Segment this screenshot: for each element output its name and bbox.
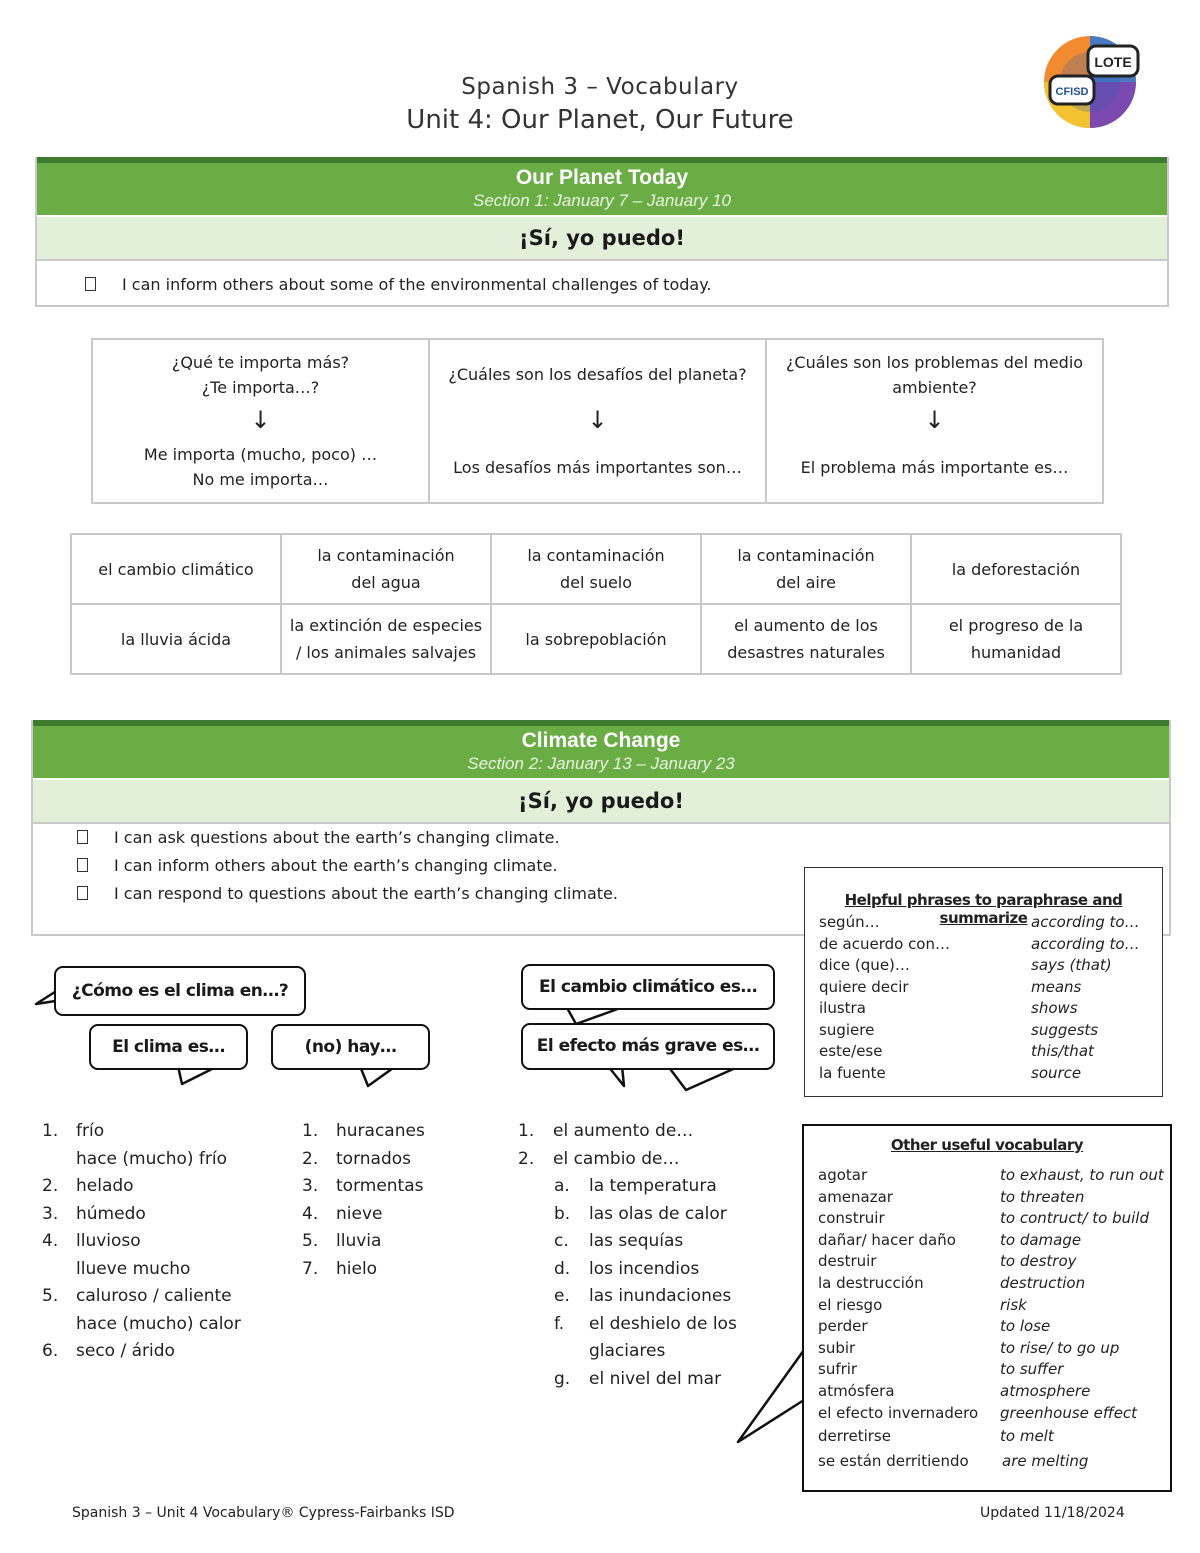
question-cell: ¿Qué te importa más? ¿Te importa…? ↓ Me importa (mucho, poco) … No me importa…: [92, 339, 429, 503]
logo-text: LOTE: [1094, 54, 1132, 70]
list-item: hace (mucho) calor: [76, 1313, 241, 1334]
list-item: 2. helado: [42, 1176, 134, 1196]
vocab-cell: la extinción de especies / los animales salvajes: [281, 604, 491, 674]
vocab-cell: la contaminación del agua: [281, 534, 491, 604]
list-item: g. el nivel del mar: [554, 1368, 722, 1389]
list-item: 1. el aumento de…: [518, 1121, 694, 1141]
list-item: 6. seco / árido: [42, 1341, 175, 1361]
list-hay: [302, 1118, 482, 1283]
list-efecto: [518, 1118, 778, 1393]
other-vocab-heading: Other useful vocabulary: [890, 1136, 1084, 1154]
vocab-row: agotar to exhaust, to run out: [818, 1166, 1164, 1184]
bubble-efecto-grave: El efecto más grave es…: [521, 1023, 775, 1070]
vocab-cell: el progreso de la humanidad: [911, 604, 1121, 674]
phrase-row: sugiere suggests: [819, 1020, 1099, 1039]
vocab-row: sufrir to suffer: [818, 1360, 1064, 1379]
phrase-row: dice (que)… says (that): [819, 956, 1112, 974]
list-item: 4. lluvioso: [42, 1231, 141, 1251]
section-2-can-do-title: ¡Sí, yo puedo!: [33, 778, 1169, 824]
question-cell: ¿Cuáles son los desafíos del planeta? ↓ Los desafíos más importantes son…: [429, 339, 766, 503]
vocab-row: el riesgo risk: [818, 1295, 1027, 1314]
phrase-row: ilustra shows: [819, 999, 1078, 1017]
phrase-row: de acuerdo con… according to…: [819, 934, 1140, 953]
phrase-row: la fuente source: [819, 1063, 1082, 1082]
question-cell: ¿Cuáles son los problemas del medio ambiente? ↓ El problema más importante es…: [766, 339, 1103, 503]
can-do-item: I can respond to questions about the earth’s changing climate.: [33, 880, 1169, 908]
unit-title: Unit 4: Our Planet, Our Future: [406, 105, 794, 135]
vocab-row: el efecto invernadero greenhouse effect: [818, 1403, 1138, 1422]
vocab-row: destruir to destroy: [818, 1252, 1077, 1271]
phrase-row: según… according to…: [819, 913, 1140, 931]
vocab-row: atmósfera atmosphere: [818, 1381, 1091, 1400]
logo-sub: CFISD: [1055, 86, 1089, 98]
helpful-phrases-box: [804, 867, 1163, 1097]
arrow-down-icon: ↓: [924, 406, 945, 434]
section-1-can-do-title: ¡Sí, yo puedo!: [37, 215, 1167, 261]
vocab-row: construir to contruct/ to build: [818, 1209, 1149, 1228]
footer-copyright: Spanish 3 – Unit 4 Vocabulary® Cypress-Fairbanks ISD: [72, 1505, 455, 1521]
bubble-no-hay: (no) hay…: [271, 1024, 430, 1070]
list-item: glaciares: [589, 1341, 666, 1361]
bubble-cambio-climatico: El cambio climático es…: [521, 964, 775, 1010]
vocab-row: subir to rise/ to go up: [818, 1338, 1120, 1357]
list-item: llueve mucho: [76, 1258, 191, 1279]
bubble-el-clima-es: El clima es…: [89, 1024, 248, 1070]
vocab-cell: la sobrepoblación: [491, 604, 701, 674]
list-item: b. las olas de calor: [554, 1203, 727, 1224]
vocab-row: se están derritiendo are melting: [818, 1451, 1089, 1470]
list-clima: [42, 1118, 282, 1366]
other-vocab-box: [802, 1124, 1172, 1492]
phrase-row: quiere decir means: [819, 977, 1082, 996]
list-item: hace (mucho) frío: [76, 1148, 228, 1169]
section-1-dates: Section 1: January 7 – January 10: [473, 191, 731, 210]
list-item: 4. nieve: [302, 1203, 383, 1224]
list-item: 7. hielo: [302, 1258, 378, 1279]
vocab-row: la destrucción destruction: [818, 1273, 1086, 1292]
vocab-row: derretirse to melt: [818, 1426, 1054, 1445]
can-do-item: I can ask questions about the earth’s changing climate.: [33, 824, 1169, 852]
list-item: 5. caluroso / caliente: [42, 1286, 232, 1306]
vocab-row: amenazar to threaten: [818, 1187, 1085, 1206]
footer-updated: Updated 11/18/2024: [980, 1505, 1125, 1521]
list-item: 3. tormentas: [302, 1176, 424, 1196]
section-1-title: Our Planet Today: [515, 166, 689, 189]
vocab-row: perder to lose: [818, 1317, 1051, 1336]
can-do-item: I can inform others about some of the environmental challenges of today.: [37, 271, 1167, 299]
section-2-dates: Section 2: January 13 – January 23: [467, 754, 735, 773]
section-2-title: Climate Change: [521, 729, 681, 752]
vocab-cell: la lluvia ácida: [71, 604, 281, 674]
list-item: e. las inundaciones: [554, 1286, 732, 1306]
bubble-como-es-clima: ¿Cómo es el clima en…?: [54, 966, 306, 1016]
vocab-cell: el cambio climático: [71, 534, 281, 604]
list-item: a. la temperatura: [554, 1176, 717, 1196]
list-item: c. las sequías: [554, 1231, 684, 1251]
helpful-phrases-heading: Helpful phrases to paraphrase and summarize: [844, 891, 1123, 927]
list-item: 2. el cambio de…: [518, 1148, 680, 1169]
phrase-row: este/ese this/that: [819, 1042, 1094, 1060]
vocab-cell: la contaminación del aire: [701, 534, 911, 604]
vocab-cell: el aumento de los desastres naturales: [701, 604, 911, 674]
vocab-cell: la deforestación: [911, 534, 1121, 604]
list-item: 2. tornados: [302, 1148, 411, 1169]
list-item: 5. lluvia: [302, 1231, 382, 1251]
list-item: 1. huracanes: [302, 1121, 425, 1141]
document-title: Spanish 3 – Vocabulary: [461, 74, 739, 100]
list-item: f. el deshielo de los: [554, 1313, 737, 1334]
can-do-item: I can inform others about the earth’s changing climate.: [33, 852, 1169, 880]
list-item: 1. frío: [42, 1121, 105, 1141]
vocab-row: dañar/ hacer daño to damage: [818, 1230, 1082, 1249]
vocab-cell: la contaminación del suelo: [491, 534, 701, 604]
list-item: d. los incendios: [554, 1258, 700, 1279]
arrow-down-icon: ↓: [250, 406, 271, 434]
list-item: 3. húmedo: [42, 1203, 146, 1224]
arrow-down-icon: ↓: [587, 406, 608, 434]
